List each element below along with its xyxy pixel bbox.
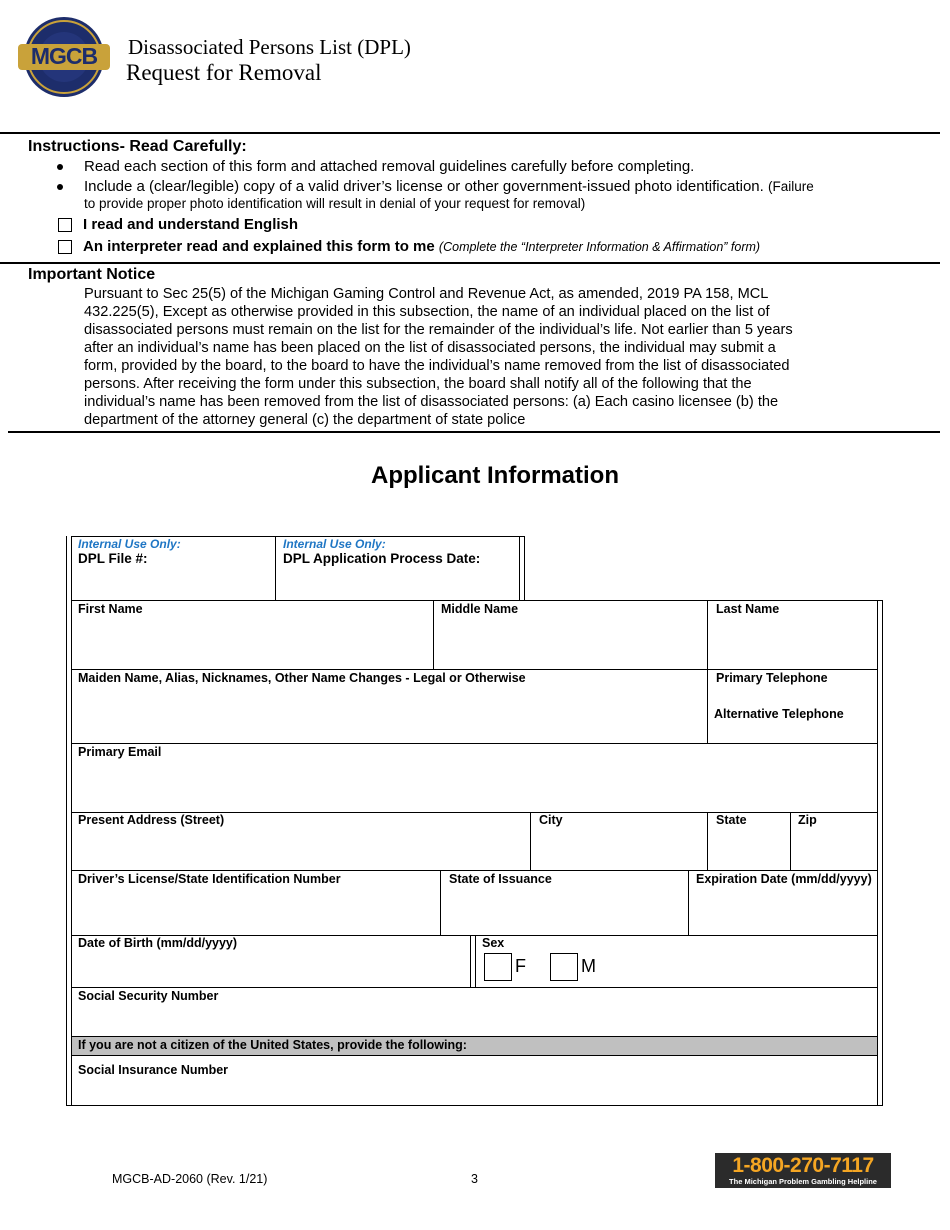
notice-heading: Important Notice <box>28 266 156 283</box>
divider <box>0 262 940 264</box>
internal-use-label: Internal Use Only: <box>283 537 386 551</box>
instruction-1: Read each section of this form and attached removal guidelines carefully before completing. <box>84 158 695 175</box>
instruction-2-note-b: to provide proper photo identification will result in denial of your request for removal) <box>84 196 586 211</box>
city-label: City <box>539 813 563 827</box>
expiration-label: Expiration Date (mm/dd/yyyy) <box>696 872 872 886</box>
bullet-icon <box>57 184 63 190</box>
dob-label: Date of Birth (mm/dd/yyyy) <box>78 936 238 950</box>
primary-phone-label: Primary Telephone <box>716 671 828 685</box>
border <box>433 600 434 669</box>
read-english-checkbox[interactable] <box>58 218 72 232</box>
instruction-2 <box>84 178 814 196</box>
primary-email-label: Primary Email <box>78 745 162 759</box>
notice-line: persons. After receiving the form under this subsection, the board shall notify all of the following that the <box>84 376 752 392</box>
notice-line: department of the attorney general (c) the department of state police <box>84 412 526 428</box>
sex-m-checkbox[interactable] <box>550 953 578 981</box>
interpreter-note: (Complete the “Interpreter Information & Affirmation” form) <box>438 240 761 254</box>
address-label: Present Address (Street) <box>78 813 225 827</box>
notice-line: individual’s name has been removed from the list of disassociated persons: (a) Each casino licensee (b) the <box>84 394 779 410</box>
title-line-2: Request for Removal <box>126 60 322 85</box>
notice-line: Pursuant to Sec 25(5) of the Michigan Gaming Control and Revenue Act, as amended, 2019 PA 158, MCL <box>84 286 769 302</box>
sex-f-checkbox[interactable] <box>484 953 512 981</box>
state-label: State <box>716 813 747 827</box>
helpline-number: 1-800-270-7117 <box>732 1154 874 1177</box>
border <box>470 935 471 987</box>
border <box>71 987 878 988</box>
read-english-label: I read and understand English <box>83 216 299 233</box>
border <box>475 935 476 987</box>
interpreter-label <box>83 238 760 255</box>
last-name-label: Last Name <box>716 602 780 616</box>
state-issuance-label: State of Issuance <box>449 872 552 886</box>
border <box>440 870 441 935</box>
border <box>530 812 531 870</box>
sex-f-label: F <box>515 956 526 976</box>
dpl-file-label: DPL File #: <box>78 551 148 566</box>
divider <box>8 431 940 433</box>
divider <box>0 132 940 134</box>
border <box>882 600 883 1106</box>
logo-text: MGCB <box>30 43 98 69</box>
dl-number-label: Driver’s License/State Identification Number <box>78 872 341 886</box>
notice-line: form, provided by the board, to the board to have the individual’s name removed from the list of disassociated <box>84 358 790 374</box>
section-title: Applicant Information <box>371 462 619 489</box>
border <box>707 600 708 743</box>
border <box>519 536 520 600</box>
notice-line: 432.225(5), Except as otherwise provided in this subsection, the name of an individual placed on the list of <box>84 304 770 320</box>
title-line-1: Disassociated Persons List (DPL) <box>128 35 411 59</box>
zip-label: Zip <box>798 813 817 827</box>
maiden-name-label: Maiden Name, Alias, Nicknames, Other Name Changes - Legal or Otherwise <box>78 671 526 685</box>
bullet-icon <box>57 164 63 170</box>
border <box>71 870 878 871</box>
first-name-label: First Name <box>78 602 143 616</box>
dpl-process-date-label: DPL Application Process Date: <box>283 551 481 566</box>
instruction-2-note-a: (Failure <box>767 179 814 194</box>
page-number: 3 <box>471 1172 478 1186</box>
border <box>71 1055 878 1056</box>
border <box>688 870 689 935</box>
instructions-heading: Instructions- Read Carefully: <box>28 138 247 155</box>
ssn-label: Social Security Number <box>78 989 219 1003</box>
border <box>707 812 708 870</box>
border <box>275 536 276 600</box>
border <box>66 1105 883 1106</box>
border <box>877 600 878 1106</box>
alt-phone-label: Alternative Telephone <box>714 707 844 721</box>
helpline-badge <box>715 1153 891 1188</box>
form-code-text: MGCB-AD-2060 <box>112 1172 203 1186</box>
border <box>524 536 525 600</box>
border <box>71 536 72 1106</box>
notice-line: disassociated persons must remain on the list for the remainder of the individual’s life. Not earlier than 5 years <box>84 322 793 338</box>
interpreter-label-text: An interpreter read and explained this form to me <box>83 238 435 255</box>
helpline-caption: The Michigan Problem Gambling Helpline <box>729 1177 877 1186</box>
notice-line: after an individual’s name has been placed on the list of disassociated persons, the individual may submit a <box>84 340 776 356</box>
interpreter-checkbox[interactable] <box>58 240 72 254</box>
border <box>66 536 67 1106</box>
sex-label: Sex <box>482 936 505 950</box>
border <box>71 669 878 670</box>
form-revision: (Rev. 1/21) <box>206 1172 268 1186</box>
border <box>71 743 878 744</box>
form-code <box>112 1172 267 1186</box>
internal-use-label: Internal Use Only: <box>78 537 181 551</box>
sin-label: Social Insurance Number <box>78 1063 229 1077</box>
border <box>790 812 791 870</box>
non-citizen-label: If you are not a citizen of the United States, provide the following: <box>78 1038 467 1052</box>
middle-name-label: Middle Name <box>441 602 519 616</box>
mgcb-logo <box>16 16 112 98</box>
instruction-2-main: Include a (clear/legible) copy of a valid driver’s license or other government-issued photo identification. <box>84 178 764 195</box>
border <box>71 600 883 601</box>
sex-m-label: M <box>581 956 596 976</box>
